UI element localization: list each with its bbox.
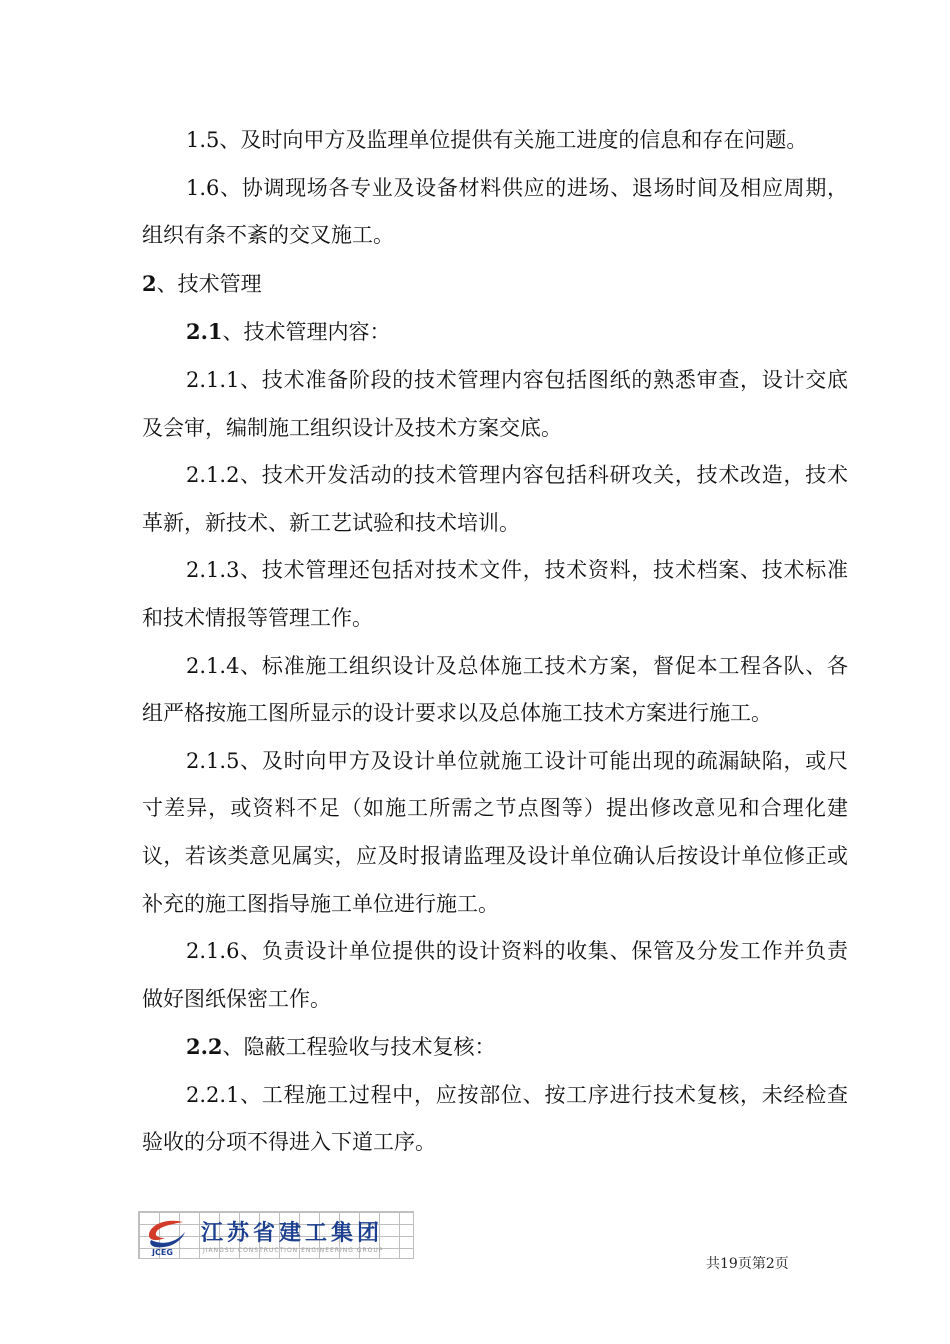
paragraph-text: 、技术管理 [156, 271, 262, 296]
paragraph-text: 2.2.1、工程施工过程中，应按部位、按工序进行技术复核，未经检查验收的分项不得进入下道工序。 [142, 1082, 848, 1155]
logo-company-subtitle: JIANGSU CONSTRUCTION ENGINEERING GROUP [203, 1247, 384, 1254]
paragraph-text: 2.1.6、负责设计单位提供的设计资料的收集、保管及分发工作并负责做好图纸保密工作。 [142, 939, 848, 1011]
paragraph-text: 、隐蔽工程验收与技术复核： [222, 1035, 496, 1060]
section-number: 2.2 [186, 1034, 223, 1060]
document-body [142, 117, 848, 1167]
body-paragraph [142, 738, 848, 928]
body-paragraph [142, 643, 848, 738]
section-number: 2.1 [186, 319, 223, 345]
paragraph-text: 1.6、协调现场各专业及设备材料供应的进场、退场时间及相应周期，组织有条不紊的交叉施工。 [142, 175, 848, 248]
paragraph-text: 2.1.4、标准施工组织设计及总体施工技术方案，督促本工程各队、各组严格按施工图所显示的设计要求以及总体施工技术方案进行施工。 [142, 653, 848, 726]
body-paragraph [142, 452, 848, 547]
jceg-logo-icon [143, 1216, 189, 1256]
paragraph-text: 2.1.3、技术管理还包括对技术文件，技术资料，技术档案、技术标准和技术情报等管理工作。 [142, 558, 848, 630]
paragraph-text: 2.1.1、技术准备阶段的技术管理内容包括图纸的熟悉审查，设计交底及会审，编制施工组织设计及技术方案交底。 [142, 367, 848, 440]
section-number: 2 [142, 270, 157, 296]
body-paragraph [142, 260, 848, 309]
body-paragraph [142, 547, 848, 642]
body-paragraph [142, 357, 848, 452]
company-logo [138, 1211, 414, 1259]
logo-company-name: 江苏省建工集团 [201, 1221, 384, 1246]
body-paragraph [142, 117, 848, 165]
body-paragraph [142, 1023, 848, 1072]
paragraph-text: 2.1.5、及时向甲方及设计单位就施工设计可能出现的疏漏缺陷，或尺寸差异，或资料不足（如施工所需之节点图等）提出修改意见和合理化建议，若该类意见属实，应及时报请监理及设计单位确认后按设计单位修正或补充的施工图指导施工单位进行施工。 [142, 748, 848, 916]
body-paragraph [142, 1072, 848, 1167]
paragraph-text: 1.5、及时向甲方及监理单位提供有关施工进度的信息和存在问题。 [186, 128, 808, 152]
paragraph-text: 、技术管理内容： [222, 320, 391, 345]
body-paragraph [142, 165, 848, 260]
page-number: 共19页第2页 [706, 1256, 789, 1272]
body-paragraph [142, 928, 848, 1023]
logo-mark-text: JCEG [152, 1248, 173, 1256]
body-paragraph [142, 308, 848, 357]
paragraph-text: 2.1.2、技术开发活动的技术管理内容包括科研攻关，技术改造，技术革新，新技术、新工艺试验和技术培训。 [142, 463, 848, 535]
